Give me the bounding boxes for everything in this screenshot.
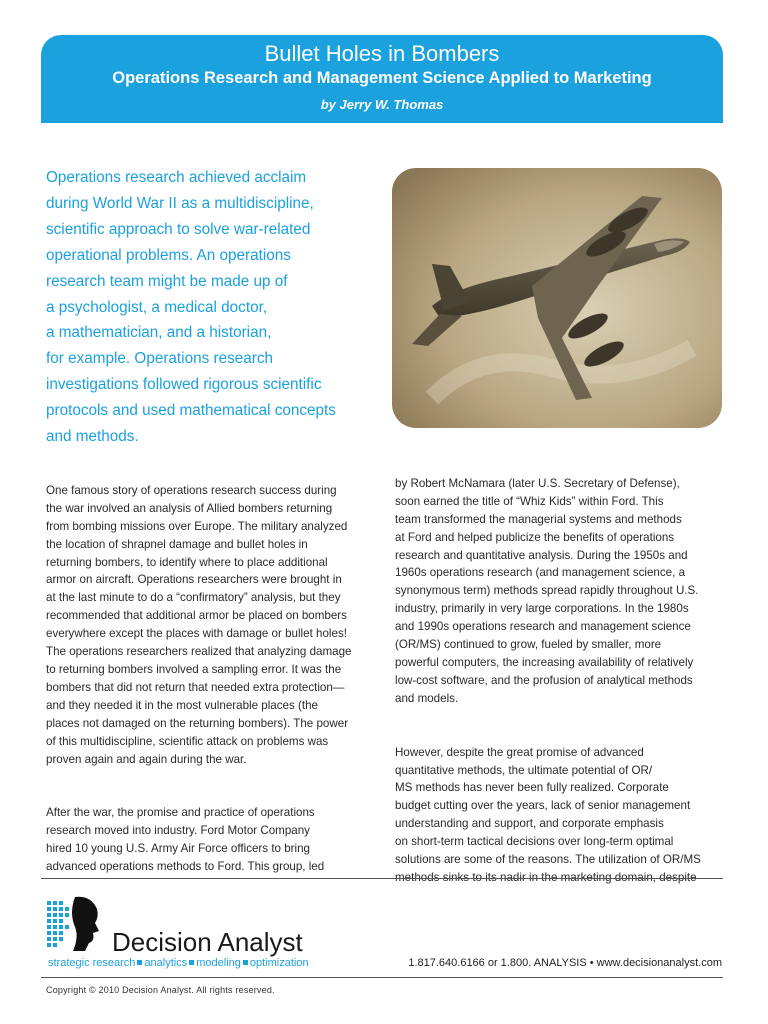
page-title: Bullet Holes in Bombers [264, 41, 500, 66]
body-paragraph: by Robert McNamara (later U.S. Secretary of Defense), soon earned the title of “Whiz Kids” within Ford. This team transformed the managerial systems and methods at Ford and helped publicize the benefits of operations research and quantitative analysis. During the 1950s and 1960s operations research (and management science, a synonymous term) methods spread rapidly throughout U.S. industry, primarily in very large corporations. In the 1980s and 1990s operations research and management science (OR/MS) continued to grow, fueled by smaller, more powerful computers, the increasing availability of relatively low-cost software, and the profusion of analytical methods and models. [395, 476, 699, 705]
tagline-separator [243, 960, 248, 965]
decision-analyst-logo-icon [45, 893, 105, 953]
tagline-item: strategic research [48, 957, 136, 969]
bomber-illustration [392, 168, 722, 428]
brand-tagline [48, 957, 309, 969]
footer-divider [41, 878, 723, 879]
article-column-right [395, 457, 725, 905]
b17-bomber-photo [392, 168, 722, 428]
copyright-notice: Copyright © 2010 Decision Analyst. All rights reserved. [46, 985, 275, 995]
body-paragraph: One famous story of operations research success during the war involved an analysis of Allied bombers returning from bombing missions over Europe. The military analyzed the location of shrapnel damage and bullet holes in returning bombers, to identify where to place additional armor on aircraft. Operations researchers were brought in at the last minute to do a “confirmatory” analysis, but they recommended that additional armor be placed on bombers everywhere except the places with damage or bullet holes! The operations researchers realized that analyzing damage to returning bombers involved a sampling error. It was the bombers that did not return that needed extra protection— and they needed it in the most vulnerable places (the places not damaged on the returning bombers). The power of this multidiscipline, scientific attack on problems was proven again and again during the war. [46, 483, 352, 766]
page-subtitle: Operations Research and Management Science Applied to Marketing [112, 69, 652, 87]
author-byline: by Jerry W. Thomas [320, 97, 444, 112]
article-column-left [46, 464, 386, 894]
tagline-item: modeling [196, 957, 241, 969]
brand-name: Decision Analyst [112, 927, 303, 957]
contact-info: 1.817.640.6166 or 1.800. ANALYSIS • www.decisionanalyst.com [408, 957, 722, 969]
copyright-divider [41, 977, 723, 978]
tagline-separator [189, 960, 194, 965]
tagline-item: analytics [144, 957, 188, 969]
body-paragraph: After the war, the promise and practice of operations research moved into industry. Ford Motor Company hired 10 young U.S. Army Air Force officers to bring advanced operations methods to Ford. This group, led [46, 806, 325, 874]
tagline-separator [137, 960, 142, 965]
tagline-item: optimization [249, 957, 309, 969]
title-banner [41, 35, 723, 123]
body-paragraph: However, despite the great promise of advanced quantitative methods, the ultimate potential of OR/ MS methods has never been fully realized. Corporate budget cutting over the years, lack of senior management understanding and support, and corporate emphasis on short-term tactical decisions over long-term optimal solutions are some of the reasons. The utilization of OR/MS methods sinks to its nadir in the marketing domain, despite [395, 745, 701, 884]
lead-paragraph: Operations research achieved acclaim during World War II as a multidiscipline, scientific approach to solve war-related operational problems. An operations research team might be made up of a psychologist, a medical doctor, a mathematician, and a historian, for example. Operations research investigations followed rigorous scientific protocols and used mathematical concepts and methods. [46, 169, 336, 446]
